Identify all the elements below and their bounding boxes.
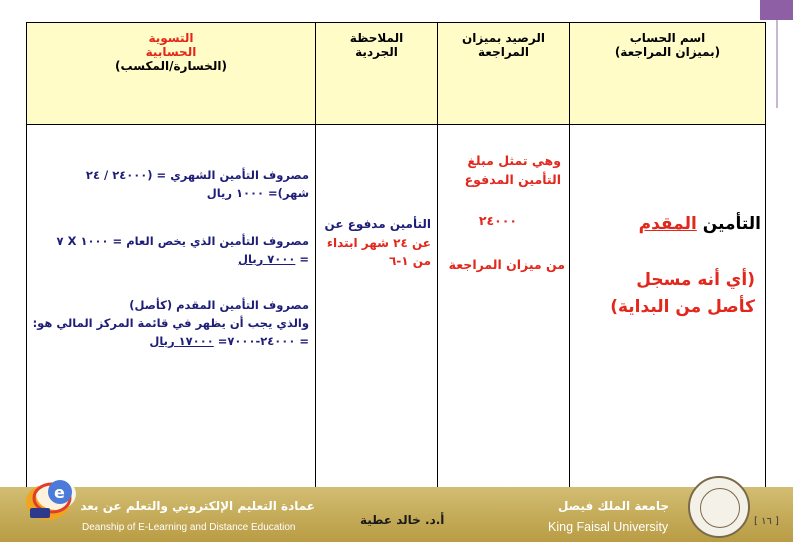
corner-divider-line (776, 20, 778, 108)
corner-accent (760, 0, 793, 20)
cell-account-name (570, 125, 766, 490)
cell-inventory-note (316, 125, 438, 490)
adjustment-monthly: مصروف التأمين الشهري = (٢٤٠٠٠ / ٢٤ شهر)= ١٠٠٠ ريال (85, 168, 309, 200)
header-account-name: اسم الحساب (بميزان المراجعة) (570, 23, 766, 125)
author-name: أ.د. خالد عطية (360, 513, 445, 527)
adjustment-annual: مصروف التأمين الذي يخص العام = ١٠٠٠ X ٧ = ٧٠٠٠ ريال (56, 234, 309, 266)
account-name: التأمين المقدم (638, 214, 761, 234)
university-emblem (688, 476, 750, 538)
emblem-ring (700, 488, 740, 528)
balance-description: وهي تمثل مبلغ التأمين المدفوع (464, 153, 561, 188)
footer-bar (0, 487, 793, 542)
inventory-note-text: التأمين مدفوع عن عن ٢٤ شهر ابتداء من ١-٦ (324, 217, 431, 269)
svg-text:e: e (54, 483, 65, 502)
deanship-arabic: عمادة التعليم الإلكتروني والتعلم عن بعد (80, 499, 315, 513)
header-inventory-note: الملاحظة الجردية (316, 23, 438, 125)
account-note: (أي أنه مسجل كأصل من البداية) (610, 270, 755, 318)
header-adjustment: التسوية الحسابية (الخسارة/المكسب) (27, 23, 316, 125)
cell-adjustment (27, 125, 316, 490)
adjustment-prepaid: مصروف التأمين المقدم (كأصل) والذي يجب أن يظهر في قائمة المركز المالي هو: = ٢٤٠٠٠-٧٠٠٠= ١٧٠٠٠ ريال (32, 298, 309, 348)
page-number: [ ١٦ ] (754, 516, 779, 527)
university-english: King Faisal University (548, 520, 669, 534)
university-arabic: جامعة الملك فيصل (557, 499, 669, 513)
e-learning-logo-icon (22, 470, 84, 528)
balance-source: من ميزان المراجعة (448, 257, 565, 272)
header-balance: الرصيد بميزان المراجعة (438, 23, 570, 125)
cell-balance (438, 125, 570, 490)
adjustment-table (26, 22, 766, 490)
deanship-english: Deanship of E-Learning and Distance Education (82, 522, 296, 533)
balance-value: ٢٤٠٠٠ (478, 213, 517, 228)
